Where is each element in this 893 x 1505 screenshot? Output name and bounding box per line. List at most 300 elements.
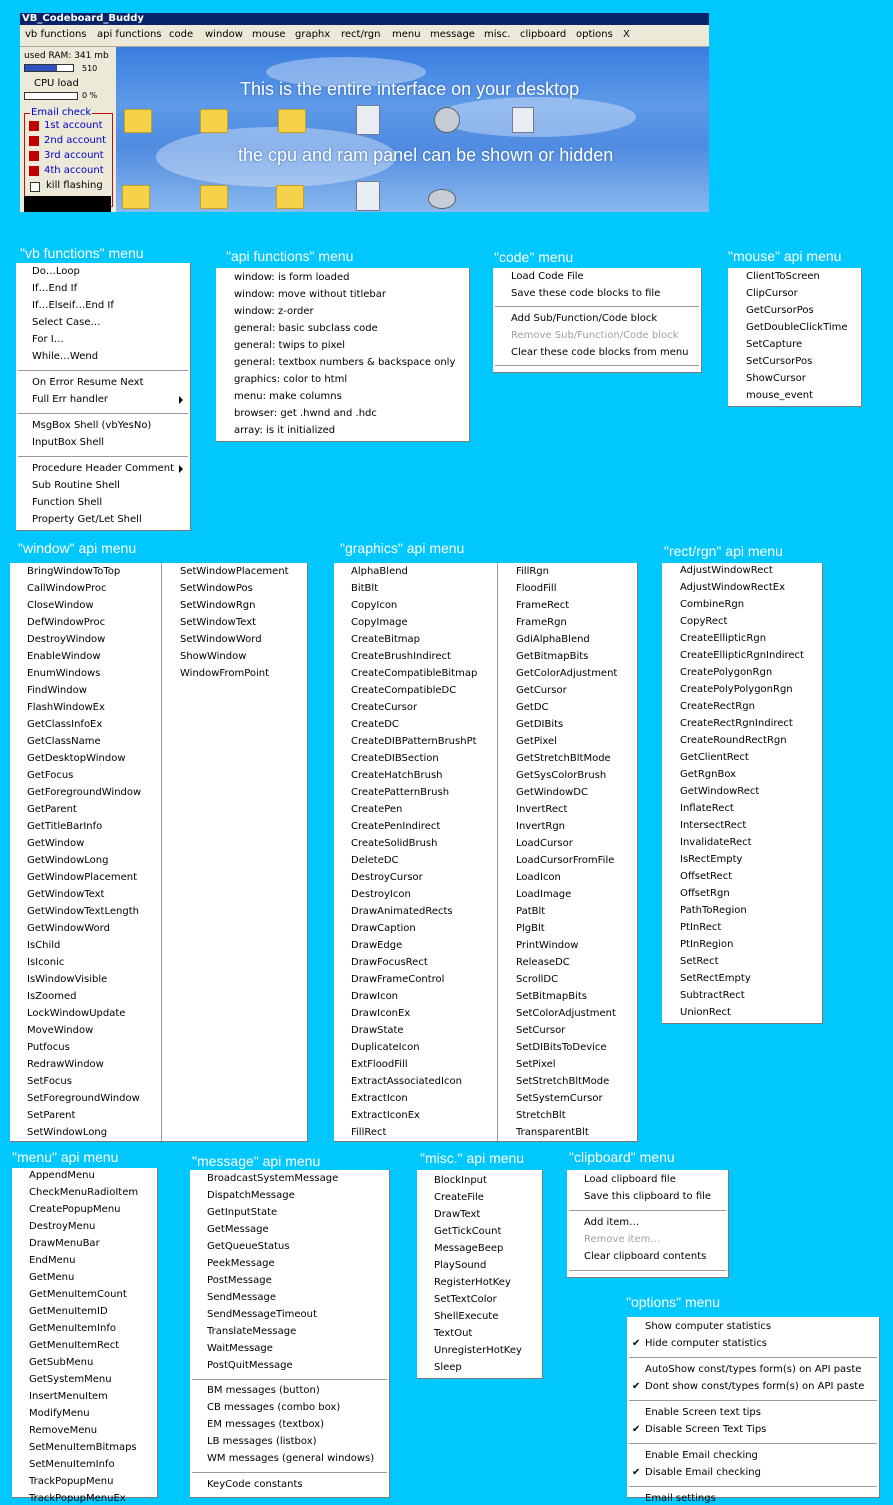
menu-item[interactable]: GetDesktopWindow bbox=[27, 753, 126, 764]
separator bbox=[495, 306, 699, 307]
menu-item[interactable]: general: basic subclass code bbox=[234, 323, 378, 334]
cpu-value: 0 % bbox=[82, 91, 98, 100]
menu-item[interactable]: CreateDC bbox=[351, 719, 399, 730]
menu-item[interactable]: IsZoomed bbox=[27, 991, 77, 1002]
menu-item[interactable]: GdiAlphaBlend bbox=[516, 634, 590, 645]
menu-item[interactable]: DuplicateIcon bbox=[351, 1042, 420, 1053]
menu-item[interactable]: SetTextColor bbox=[434, 1294, 497, 1305]
menu-item[interactable]: ShowWindow bbox=[180, 651, 247, 662]
menu-item[interactable]: array: is it initialized bbox=[234, 425, 336, 436]
menu-item[interactable]: FloodFill bbox=[516, 583, 557, 594]
menu-api-menu bbox=[12, 1168, 158, 1504]
separator bbox=[569, 1270, 726, 1271]
menu-item[interactable]: GetWindowTextLength bbox=[27, 906, 139, 917]
menu-item[interactable]: TrackPopupMenu bbox=[29, 1476, 114, 1487]
menu-item[interactable]: CombineRgn bbox=[680, 599, 745, 610]
menu-item[interactable]: CreateCursor bbox=[351, 702, 418, 713]
cpu-bar bbox=[24, 92, 78, 100]
separator bbox=[495, 365, 699, 366]
menu-item[interactable]: DrawState bbox=[351, 1025, 404, 1036]
menu-item[interactable]: On Error Resume Next bbox=[32, 377, 144, 388]
menu-item[interactable]: LB messages (listbox) bbox=[207, 1436, 317, 1447]
menu-item[interactable]: IsWindowVisible bbox=[27, 974, 108, 985]
menu-item[interactable]: CreatePatternBrush bbox=[351, 787, 450, 798]
ram-total: 510 bbox=[82, 64, 98, 73]
menu-item[interactable]: BringWindowToTop bbox=[27, 566, 121, 577]
menubar-close[interactable]: X bbox=[623, 29, 630, 40]
account-3[interactable]: 3rd account bbox=[44, 150, 104, 161]
menu-item[interactable]: IsRectEmpty bbox=[680, 854, 743, 865]
menu-item[interactable]: WindowFromPoint bbox=[180, 668, 270, 679]
menu-item[interactable]: general: twips to pixel bbox=[234, 340, 346, 351]
menu-item[interactable]: AdjustWindowRectEx bbox=[680, 582, 785, 593]
menu-item[interactable]: SetForegroundWindow bbox=[27, 1093, 140, 1104]
menu-item[interactable]: GetClassInfoEx bbox=[27, 719, 103, 730]
menu-item[interactable]: DefWindowProc bbox=[27, 617, 106, 628]
menu-item[interactable]: InvertRect bbox=[516, 804, 568, 815]
menu-item[interactable]: ShowCursor bbox=[746, 373, 806, 384]
menu-item[interactable]: CB messages (combo box) bbox=[207, 1402, 341, 1413]
menu-item[interactable]: FillRgn bbox=[516, 566, 549, 577]
menubar-api-functions[interactable]: api functions bbox=[97, 29, 162, 40]
menubar-mouse[interactable]: mouse bbox=[252, 29, 286, 40]
menu-item[interactable]: MoveWindow bbox=[27, 1025, 94, 1036]
menu-item[interactable]: LoadCursorFromFile bbox=[516, 855, 615, 866]
menu-item[interactable]: GetDoubleClickTime bbox=[746, 322, 848, 333]
menu-item[interactable]: GetWindowWord bbox=[27, 923, 110, 934]
menu-item[interactable]: SetCursorPos bbox=[746, 356, 813, 367]
menu-item[interactable]: BM messages (button) bbox=[207, 1385, 320, 1396]
menu-bar bbox=[20, 25, 709, 47]
menu-item[interactable]: GetWindowRect bbox=[680, 786, 760, 797]
menu-item[interactable]: AppendMenu bbox=[29, 1170, 95, 1181]
ram-label: used RAM: 341 mb bbox=[24, 51, 109, 61]
separator bbox=[629, 1486, 877, 1487]
menu-item[interactable]: PlaySound bbox=[434, 1260, 487, 1271]
misc-api-menu bbox=[417, 1170, 543, 1379]
menu-item[interactable]: menu: make columns bbox=[234, 391, 342, 402]
menubar-misc[interactable]: misc. bbox=[484, 29, 511, 40]
menu-item[interactable]: FrameRect bbox=[516, 600, 570, 611]
menu-item[interactable]: GetMenu bbox=[29, 1272, 75, 1283]
menu-item[interactable]: RemoveMenu bbox=[29, 1425, 98, 1436]
menu-item[interactable]: If…Elseif…End If bbox=[32, 300, 114, 311]
submenu-arrow-icon bbox=[179, 465, 183, 473]
menu-item[interactable]: PtInRegion bbox=[680, 939, 734, 950]
menu-item[interactable]: RedrawWindow bbox=[27, 1059, 104, 1070]
menu-item[interactable]: BroadcastSystemMessage bbox=[207, 1173, 339, 1184]
menu-item[interactable]: GetInputState bbox=[207, 1207, 278, 1218]
separator bbox=[192, 1472, 387, 1473]
separator bbox=[192, 1379, 387, 1380]
menu-item[interactable]: LoadImage bbox=[516, 889, 572, 900]
menu-item[interactable]: FillRect bbox=[351, 1127, 387, 1138]
menu-item[interactable]: SetRectEmpty bbox=[680, 973, 751, 984]
menu-item[interactable]: FindWindow bbox=[27, 685, 87, 696]
menu-item[interactable]: MsgBox Shell (vbYesNo) bbox=[32, 420, 152, 431]
folder-icon bbox=[278, 109, 306, 133]
code-menu bbox=[493, 268, 702, 373]
menu-item[interactable]: InflateRect bbox=[680, 803, 734, 814]
document-icon bbox=[356, 181, 380, 211]
menu-item[interactable]: CreateBrushIndirect bbox=[351, 651, 451, 662]
column-separator bbox=[497, 563, 498, 1141]
menu-item[interactable]: CreateRectRgnIndirect bbox=[680, 718, 793, 729]
menu-item[interactable]: CreateBitmap bbox=[351, 634, 421, 645]
menu-item[interactable]: TrackPopupMenuEx bbox=[29, 1493, 126, 1504]
menubar-code[interactable]: code bbox=[169, 29, 194, 40]
menu-item[interactable]: Clear clipboard contents bbox=[584, 1251, 707, 1262]
menu-item[interactable]: Function Shell bbox=[32, 497, 103, 508]
menu-item[interactable]: GetQueueStatus bbox=[207, 1241, 290, 1252]
menu-item[interactable]: window: is form loaded bbox=[234, 272, 350, 283]
menu-item[interactable]: GetWindowText bbox=[27, 889, 105, 900]
menu-item[interactable]: ExtractAssociatedIcon bbox=[351, 1076, 462, 1087]
menu-item[interactable]: GetWindowPlacement bbox=[27, 872, 137, 883]
menu-item[interactable]: DrawCaption bbox=[351, 923, 416, 934]
menu-item[interactable]: GetCursor bbox=[516, 685, 567, 696]
menu-item[interactable]: FrameRgn bbox=[516, 617, 567, 628]
menu-item[interactable]: CreatePolygonRgn bbox=[680, 667, 773, 678]
menubar-menu[interactable]: menu bbox=[392, 29, 421, 40]
mouse-menu bbox=[728, 268, 862, 407]
menu-item[interactable]: DrawMenuBar bbox=[29, 1238, 100, 1249]
menu-item[interactable]: CreatePopupMenu bbox=[29, 1204, 121, 1215]
menu-item[interactable]: LoadIcon bbox=[516, 872, 561, 883]
menu-item[interactable]: PrintWindow bbox=[516, 940, 579, 951]
menu-item[interactable]: GetForegroundWindow bbox=[27, 787, 142, 798]
menu-item[interactable]: IntersectRect bbox=[680, 820, 747, 831]
menu-item[interactable]: ReleaseDC bbox=[516, 957, 570, 968]
menu-item[interactable]: AutoShow const/types form(s) on API paste bbox=[645, 1364, 862, 1375]
menu-item[interactable]: GetMenuItemInfo bbox=[29, 1323, 116, 1334]
folder-icon bbox=[276, 185, 304, 209]
menu-item[interactable]: GetTitleBarInfo bbox=[27, 821, 103, 832]
menu-item[interactable]: Save these code blocks to file bbox=[511, 288, 661, 299]
menu-item[interactable]: SetBitmapBits bbox=[516, 991, 587, 1002]
menu-item[interactable]: GetSubMenu bbox=[29, 1357, 94, 1368]
menu-item[interactable]: CopyIcon bbox=[351, 600, 398, 611]
kill-flashing-label: kill flashing bbox=[46, 180, 103, 191]
menu-item[interactable]: CreateRoundRectRgn bbox=[680, 735, 787, 746]
menu-item[interactable]: WaitMessage bbox=[207, 1343, 273, 1354]
menu-item[interactable]: WM messages (general windows) bbox=[207, 1453, 375, 1464]
misc-heading: "misc." api menu bbox=[420, 1150, 525, 1166]
menu-item[interactable]: PlgBlt bbox=[516, 923, 545, 934]
title-bar: VB_Codeboard_Buddy bbox=[20, 13, 709, 25]
menu-item[interactable]: ClipCursor bbox=[746, 288, 798, 299]
document-icon bbox=[356, 105, 380, 135]
menubar-clipboard[interactable]: clipboard bbox=[520, 29, 567, 40]
menu-item[interactable]: For I… bbox=[32, 334, 64, 345]
menu-item[interactable]: BitBlt bbox=[351, 583, 379, 594]
menu-item[interactable]: SetStretchBltMode bbox=[516, 1076, 610, 1087]
menu-item[interactable]: CreateCompatibleDC bbox=[351, 685, 457, 696]
menu-item[interactable]: CheckMenuRadioItem bbox=[29, 1187, 139, 1198]
account-3-indicator bbox=[29, 151, 39, 161]
menu-item[interactable]: CreatePen bbox=[351, 804, 403, 815]
menu-item[interactable]: AdjustWindowRect bbox=[680, 565, 773, 576]
menu-item[interactable]: GetDIBits bbox=[516, 719, 564, 730]
menu-item[interactable]: Sub Routine Shell bbox=[32, 480, 120, 491]
menu-item[interactable]: Sleep bbox=[434, 1362, 462, 1373]
app-window bbox=[20, 13, 709, 212]
account-4[interactable]: 4th account bbox=[44, 165, 104, 176]
menu-item[interactable]: GetMenuItemRect bbox=[29, 1340, 120, 1351]
menu-item[interactable]: CopyImage bbox=[351, 617, 408, 628]
menu-item[interactable]: OffsetRgn bbox=[680, 888, 730, 899]
menu-item[interactable]: DrawText bbox=[434, 1209, 481, 1220]
menu-item[interactable]: FlashWindowEx bbox=[27, 702, 105, 713]
menu-item[interactable]: MessageBeep bbox=[434, 1243, 504, 1254]
mouse-heading: "mouse" api menu bbox=[728, 248, 842, 264]
menu-item[interactable]: GetWindowDC bbox=[516, 787, 588, 798]
menu-item[interactable]: graphics: color to html bbox=[234, 374, 348, 385]
menubar-vb-functions[interactable]: vb functions bbox=[25, 29, 87, 40]
menu-item[interactable]: DrawFrameControl bbox=[351, 974, 445, 985]
check-icon: ✔ bbox=[632, 1467, 641, 1478]
menu-item[interactable]: CreateFile bbox=[434, 1192, 484, 1203]
menu-item[interactable]: SetCursor bbox=[516, 1025, 566, 1036]
menu-item[interactable]: ExtractIconEx bbox=[351, 1110, 420, 1121]
menu-item[interactable]: CreateCompatibleBitmap bbox=[351, 668, 478, 679]
kill-flashing-checkbox[interactable] bbox=[30, 182, 40, 192]
menu-item[interactable]: PostMessage bbox=[207, 1275, 272, 1286]
ram-bar bbox=[24, 64, 74, 72]
menu-item[interactable]: ModifyMenu bbox=[29, 1408, 90, 1419]
menu-item[interactable]: DestroyWindow bbox=[27, 634, 106, 645]
menu-item[interactable]: Load clipboard file bbox=[584, 1174, 676, 1185]
menu-item[interactable]: CreateEllipticRgnIndirect bbox=[680, 650, 804, 661]
menu-item[interactable]: GetWindow bbox=[27, 838, 85, 849]
menu-item[interactable]: EM messages (textbox) bbox=[207, 1419, 325, 1430]
menu-item[interactable]: SetWindowRgn bbox=[180, 600, 256, 611]
menu-item[interactable]: KeyCode constants bbox=[207, 1479, 303, 1490]
menu-item[interactable]: CreateEllipticRgn bbox=[680, 633, 767, 644]
menubar-graphx[interactable]: graphx bbox=[295, 29, 331, 40]
menu-item[interactable]: GetCursorPos bbox=[746, 305, 814, 316]
menu-item[interactable]: TextOut bbox=[434, 1328, 473, 1339]
menu-item[interactable]: GetFocus bbox=[27, 770, 74, 781]
menu-item[interactable]: SetRect bbox=[680, 956, 719, 967]
menu-item[interactable]: GetDC bbox=[516, 702, 549, 713]
menu-item[interactable]: AlphaBlend bbox=[351, 566, 408, 577]
desktop-preview bbox=[116, 47, 709, 212]
menu-item[interactable]: ExtFloodFill bbox=[351, 1059, 408, 1070]
separator bbox=[629, 1357, 877, 1358]
menu-item[interactable]: SetPixel bbox=[516, 1059, 556, 1070]
menu-item[interactable]: GetWindowLong bbox=[27, 855, 109, 866]
menu-item[interactable]: GetStretchBltMode bbox=[516, 753, 611, 764]
menu-item[interactable]: SetDIBitsToDevice bbox=[516, 1042, 607, 1053]
menu-item[interactable]: RegisterHotKey bbox=[434, 1277, 511, 1288]
menu-item-checked[interactable]: Disable Email checking bbox=[645, 1467, 761, 1478]
menu-item[interactable]: GetSysColorBrush bbox=[516, 770, 607, 781]
menu-item[interactable]: PatBlt bbox=[516, 906, 546, 917]
menubar-options[interactable]: options bbox=[576, 29, 613, 40]
menu-item[interactable]: DispatchMessage bbox=[207, 1190, 295, 1201]
menu-item[interactable]: PeekMessage bbox=[207, 1258, 275, 1269]
menu-item[interactable]: InputBox Shell bbox=[32, 437, 105, 448]
folder-icon bbox=[200, 109, 228, 133]
menubar-message[interactable]: message bbox=[430, 29, 475, 40]
menu-item[interactable]: PostQuitMessage bbox=[207, 1360, 293, 1371]
menu-item[interactable]: PathToRegion bbox=[680, 905, 747, 916]
menu-item[interactable]: ScrollDC bbox=[516, 974, 559, 985]
menubar-rect-rgn[interactable]: rect/rgn bbox=[341, 29, 381, 40]
separator bbox=[18, 413, 188, 414]
menu-item[interactable]: DestroyIcon bbox=[351, 889, 411, 900]
menu-item[interactable]: UnionRect bbox=[680, 1007, 731, 1018]
menu-item[interactable]: SetFocus bbox=[27, 1076, 72, 1087]
cpu-label: CPU load bbox=[34, 78, 79, 89]
menu-item[interactable]: IsIconic bbox=[27, 957, 65, 968]
menu-item[interactable]: IsChild bbox=[27, 940, 61, 951]
code-heading: "code" menu bbox=[494, 249, 574, 265]
menu-item[interactable]: Full Err handler bbox=[32, 394, 109, 405]
menu-item[interactable]: SetWindowPos bbox=[180, 583, 253, 594]
menu-item[interactable]: CopyRect bbox=[680, 616, 728, 627]
menu-item[interactable]: SendMessage bbox=[207, 1292, 277, 1303]
menu-item[interactable]: Putfocus bbox=[27, 1042, 70, 1053]
menu-item[interactable]: InvertRgn bbox=[516, 821, 566, 832]
menu-item[interactable]: InvalidateRect bbox=[680, 837, 752, 848]
menu-item[interactable]: SetParent bbox=[27, 1110, 76, 1121]
menu-item[interactable]: Email settings bbox=[645, 1493, 716, 1504]
menu-item[interactable]: CreateDIBSection bbox=[351, 753, 439, 764]
menu-item[interactable]: Load Code File bbox=[511, 271, 584, 282]
check-icon: ✔ bbox=[632, 1338, 641, 1349]
menu-item[interactable]: OffsetRect bbox=[680, 871, 733, 882]
menu-item[interactable]: GetPixel bbox=[516, 736, 557, 747]
menu-item[interactable]: CreatePenIndirect bbox=[351, 821, 441, 832]
menu-item[interactable]: SetWindowWord bbox=[180, 634, 262, 645]
menu-item[interactable]: Save this clipboard to file bbox=[584, 1191, 712, 1202]
menu-item[interactable]: StretchBlt bbox=[516, 1110, 566, 1121]
menu-item[interactable]: CreateSolidBrush bbox=[351, 838, 438, 849]
menu-item[interactable]: ClientToScreen bbox=[746, 271, 820, 282]
ram-bar-fill bbox=[25, 65, 57, 71]
menu-item[interactable]: SetWindowPlacement bbox=[180, 566, 289, 577]
menu-item[interactable]: Add item… bbox=[584, 1217, 640, 1228]
graphics-api-menu bbox=[334, 563, 638, 1142]
menu-item[interactable]: general: textbox numbers & backspace only bbox=[234, 357, 456, 368]
menu-item[interactable]: GetMenuItemID bbox=[29, 1306, 108, 1317]
menu-item[interactable]: SendMessageTimeout bbox=[207, 1309, 317, 1320]
menu-item[interactable]: GetClassName bbox=[27, 736, 101, 747]
menu-item[interactable]: TransparentBlt bbox=[516, 1127, 589, 1138]
menu-item[interactable]: window: z-order bbox=[234, 306, 314, 317]
menu-item[interactable]: While…Wend bbox=[32, 351, 99, 362]
menu-item[interactable]: CallWindowProc bbox=[27, 583, 107, 594]
menu-item[interactable]: mouse_event bbox=[746, 390, 814, 401]
menu-item[interactable]: GetClientRect bbox=[680, 752, 749, 763]
menu-item[interactable]: GetMenuItemCount bbox=[29, 1289, 127, 1300]
desktop-caption-2: the cpu and ram panel can be shown or hidden bbox=[238, 145, 614, 165]
menu-item[interactable]: CreateHatchBrush bbox=[351, 770, 443, 781]
menu-item[interactable]: DeleteDC bbox=[351, 855, 399, 866]
menu-item[interactable]: InsertMenuItem bbox=[29, 1391, 108, 1402]
menu-item[interactable]: EnableWindow bbox=[27, 651, 101, 662]
menu-item[interactable]: browser: get .hwnd and .hdc bbox=[234, 408, 377, 419]
menu-item[interactable]: CloseWindow bbox=[27, 600, 94, 611]
menu-item[interactable]: DrawAnimatedRects bbox=[351, 906, 453, 917]
menu-item[interactable]: GetColorAdjustment bbox=[516, 668, 618, 679]
menu-item[interactable]: DrawIconEx bbox=[351, 1008, 411, 1019]
menu-item[interactable]: Add Sub/Function/Code block bbox=[511, 313, 658, 324]
menu-item[interactable]: GetTickCount bbox=[434, 1226, 502, 1237]
menu-item[interactable]: SetMenuItemInfo bbox=[29, 1459, 115, 1470]
menu-item[interactable]: ShellExecute bbox=[434, 1311, 499, 1322]
menu-item[interactable]: ExtractIcon bbox=[351, 1093, 408, 1104]
menu-item[interactable]: SubtractRect bbox=[680, 990, 745, 1001]
menu-item[interactable]: CreateRectRgn bbox=[680, 701, 755, 712]
menu-item[interactable]: SetSystemCursor bbox=[516, 1093, 603, 1104]
menu-item[interactable]: GetRgnBox bbox=[680, 769, 737, 780]
menu-item-checked[interactable]: Dont show const/types form(s) on API paste bbox=[645, 1381, 865, 1392]
menu-item[interactable]: DrawFocusRect bbox=[351, 957, 428, 968]
menu-item[interactable]: DrawEdge bbox=[351, 940, 403, 951]
desktop-caption-1: This is the entire interface on your desktop bbox=[240, 79, 580, 99]
menu-item[interactable]: Property Get/Let Shell bbox=[32, 514, 142, 525]
menu-item[interactable]: SetMenuItemBitmaps bbox=[29, 1442, 137, 1453]
account-2[interactable]: 2nd account bbox=[44, 135, 107, 146]
menu-item[interactable]: BlockInput bbox=[434, 1175, 487, 1186]
menu-item[interactable]: SetColorAdjustment bbox=[516, 1008, 616, 1019]
menu-item[interactable]: PtInRect bbox=[680, 922, 722, 933]
menu-item[interactable]: EnumWindows bbox=[27, 668, 101, 679]
menu-item[interactable]: SetWindowText bbox=[180, 617, 257, 628]
menu-item[interactable]: DrawIcon bbox=[351, 991, 399, 1002]
menu-item[interactable]: Clear these code blocks from menu bbox=[511, 347, 689, 358]
menu-item[interactable]: LoadCursor bbox=[516, 838, 573, 849]
menu-item[interactable]: GetSystemMenu bbox=[29, 1374, 112, 1385]
vb-functions-menu bbox=[16, 263, 191, 531]
menu-item[interactable]: SetCapture bbox=[746, 339, 803, 350]
menu-item[interactable]: GetMessage bbox=[207, 1224, 269, 1235]
menu-item[interactable]: Show computer statistics bbox=[645, 1321, 772, 1332]
menu-item[interactable]: If…End If bbox=[32, 283, 78, 294]
menu-item-checked[interactable]: Disable Screen Text Tips bbox=[645, 1424, 767, 1435]
menu-item[interactable]: DestroyCursor bbox=[351, 872, 423, 883]
menu-item[interactable]: TranslateMessage bbox=[207, 1326, 297, 1337]
menu-item[interactable]: CreateDIBPatternBrushPt bbox=[351, 736, 477, 747]
menu-item[interactable]: window: move without titlebar bbox=[234, 289, 386, 300]
menu-item[interactable]: Enable Screen text tips bbox=[645, 1407, 761, 1418]
menu-item[interactable]: GetParent bbox=[27, 804, 77, 815]
menu-item[interactable]: GetBitmapBits bbox=[516, 651, 589, 662]
menu-item-checked[interactable]: Hide computer statistics bbox=[645, 1338, 767, 1349]
menu-item[interactable]: CreatePolyPolygonRgn bbox=[680, 684, 793, 695]
folder-icon bbox=[124, 109, 152, 133]
menu-item[interactable]: Do…Loop bbox=[32, 266, 80, 277]
message-api-menu bbox=[190, 1170, 390, 1498]
menu-item[interactable]: DestroyMenu bbox=[29, 1221, 96, 1232]
menu-item[interactable]: EndMenu bbox=[29, 1255, 76, 1266]
separator bbox=[18, 370, 188, 371]
menu-item[interactable]: LockWindowUpdate bbox=[27, 1008, 126, 1019]
menu-item[interactable]: Enable Email checking bbox=[645, 1450, 758, 1461]
account-1[interactable]: 1st account bbox=[44, 120, 103, 131]
account-4-indicator bbox=[29, 166, 39, 176]
menu-item[interactable]: SetWindowLong bbox=[27, 1127, 108, 1138]
window-api-menu bbox=[10, 563, 308, 1142]
menubar-window[interactable]: window bbox=[205, 29, 243, 40]
check-icon: ✔ bbox=[632, 1381, 641, 1392]
menu-item[interactable]: Select Case… bbox=[32, 317, 101, 328]
menu-item[interactable]: UnregisterHotKey bbox=[434, 1345, 522, 1356]
menu-item[interactable]: Procedure Header Comment bbox=[32, 463, 175, 474]
